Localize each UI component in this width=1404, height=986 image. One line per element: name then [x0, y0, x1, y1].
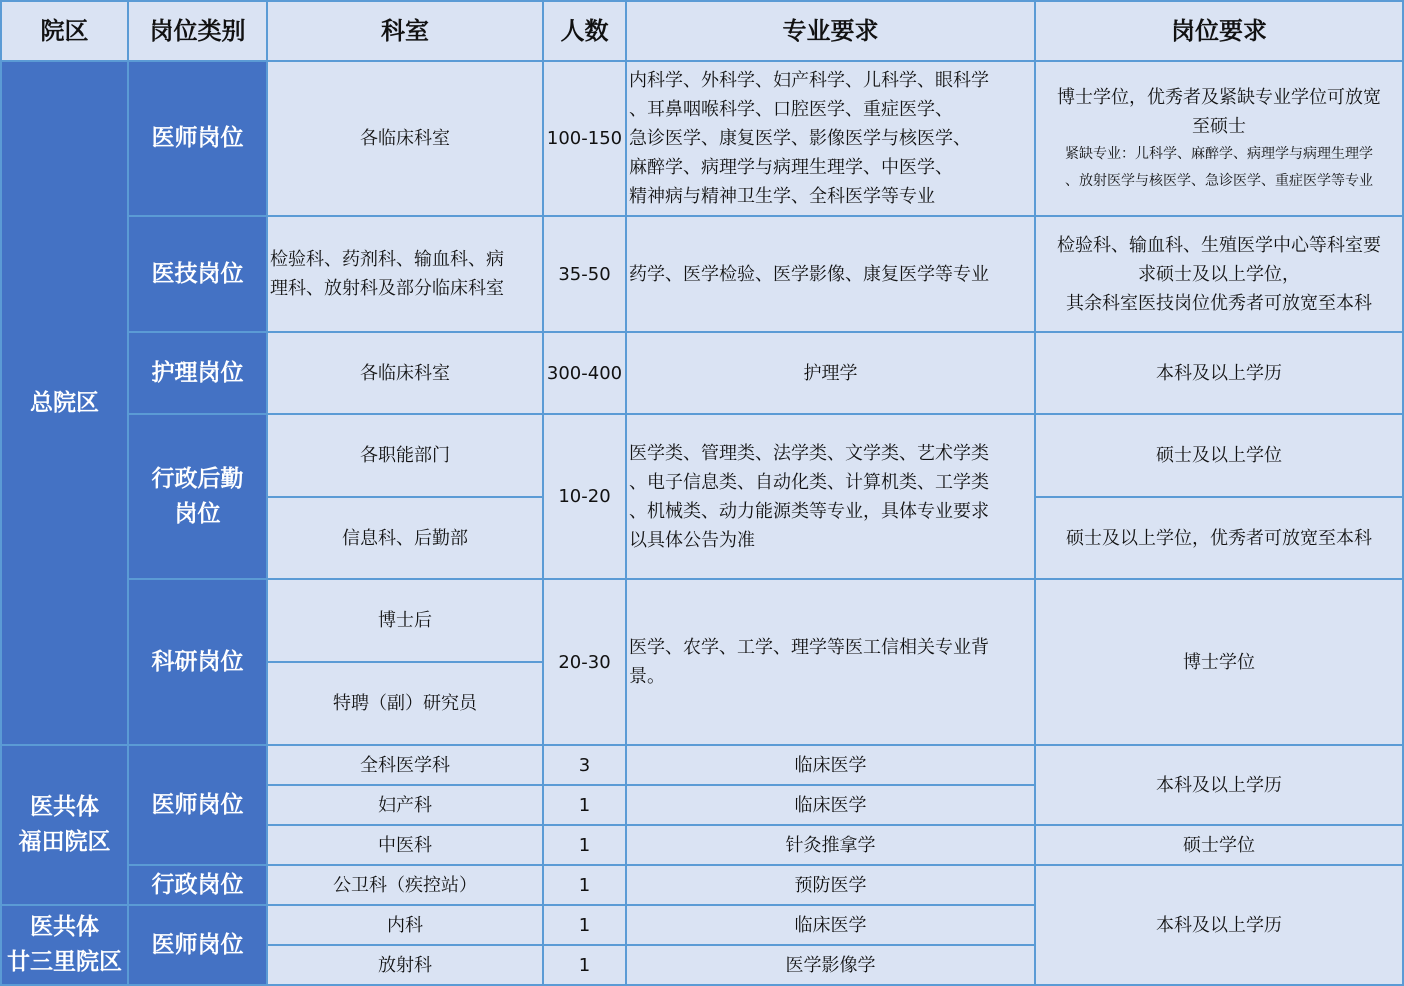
department: 特聘（副）研究员: [267, 662, 543, 745]
department: 检验科、药剂科、输血科、病 理科、放射科及部分临床科室: [267, 216, 543, 332]
major: 药学、医学检验、医学影像、康复医学等专业: [626, 216, 1035, 332]
count: 1: [543, 865, 626, 905]
requirement: 硕士及以上学位: [1035, 414, 1403, 497]
header-count: 人数: [543, 1, 626, 61]
requirement: 硕士及以上学位，优秀者可放宽至本科: [1035, 497, 1403, 579]
requirement-main: 博士学位，优秀者及紧缺专业学位可放宽 至硕士: [1057, 86, 1381, 137]
header-position-type: 岗位类别: [128, 1, 267, 61]
campus-niansanli: 医共体 廿三里院区: [1, 905, 128, 985]
department: 全科医学科: [267, 745, 543, 785]
department: 中医科: [267, 825, 543, 865]
major: 医学、农学、工学、理学等医工信相关专业背 景。: [626, 579, 1035, 745]
major: 内科学、外科学、妇产科学、儿科学、眼科学 、耳鼻咽喉科学、口腔医学、重症医学、 急诊医学、康复医学、影像医学与核医学、 麻醉学、病理学与病理生理学、中医学、 精神病与精神卫生学、全科医学等专业: [626, 61, 1035, 216]
department: 各临床科室: [267, 61, 543, 216]
header-major: 专业要求: [626, 1, 1035, 61]
major: 护理学: [626, 332, 1035, 414]
requirement: 本科及以上学历: [1035, 745, 1403, 825]
count: 10-20: [543, 414, 626, 579]
requirement-note: 紧缺专业：儿科学、麻醉学、病理学与病理生理学 、放射医学与核医学、急诊医学、重症医学等专业: [1065, 145, 1373, 189]
requirement: 本科及以上学历: [1035, 332, 1403, 414]
department: 信息科、后勤部: [267, 497, 543, 579]
header-row: [1, 1, 1403, 61]
table-row: [1, 579, 1403, 662]
count: 1: [543, 945, 626, 985]
department: 各临床科室: [267, 332, 543, 414]
campus-main: 总院区: [1, 61, 128, 745]
major: 针灸推拿学: [626, 825, 1035, 865]
requirement: [1035, 61, 1403, 216]
table-row: [1, 745, 1403, 785]
header-department: 科室: [267, 1, 543, 61]
count: 1: [543, 905, 626, 945]
count: 1: [543, 825, 626, 865]
position-type: 行政后勤 岗位: [128, 414, 267, 579]
header-campus: 院区: [1, 1, 128, 61]
department: 公卫科（疾控站）: [267, 865, 543, 905]
position-type: 医师岗位: [128, 905, 267, 985]
position-type: 医技岗位: [128, 216, 267, 332]
requirement: 硕士学位: [1035, 825, 1403, 865]
department: 博士后: [267, 579, 543, 662]
count: 1: [543, 785, 626, 825]
table-row: [1, 216, 1403, 332]
department: 内科: [267, 905, 543, 945]
major: 医学影像学: [626, 945, 1035, 985]
position-type: 医师岗位: [128, 745, 267, 865]
department: 各职能部门: [267, 414, 543, 497]
department: 放射科: [267, 945, 543, 985]
major: 临床医学: [626, 905, 1035, 945]
department: 妇产科: [267, 785, 543, 825]
count: 100-150: [543, 61, 626, 216]
position-type: 行政岗位: [128, 865, 267, 905]
major: 预防医学: [626, 865, 1035, 905]
count: 35-50: [543, 216, 626, 332]
position-type: 医师岗位: [128, 61, 267, 216]
requirement: 博士学位: [1035, 579, 1403, 745]
requirement: 检验科、输血科、生殖医学中心等科室要 求硕士及以上学位， 其余科室医技岗位优秀者可放宽至本科: [1035, 216, 1403, 332]
table-row: [1, 865, 1403, 905]
position-type: 护理岗位: [128, 332, 267, 414]
table-row: [1, 61, 1403, 216]
major: 医学类、管理类、法学类、文学类、艺术学类 、电子信息类、自动化类、计算机类、工学类 、机械类、动力能源类等专业，具体专业要求 以具体公告为准: [626, 414, 1035, 579]
requirement: 本科及以上学历: [1035, 865, 1403, 985]
count: 20-30: [543, 579, 626, 745]
table-row: [1, 414, 1403, 497]
position-type: 科研岗位: [128, 579, 267, 745]
count: 3: [543, 745, 626, 785]
count: 300-400: [543, 332, 626, 414]
major: 临床医学: [626, 785, 1035, 825]
major: 临床医学: [626, 745, 1035, 785]
header-requirement: 岗位要求: [1035, 1, 1403, 61]
campus-futian: 医共体 福田院区: [1, 745, 128, 905]
table-row: [1, 332, 1403, 414]
